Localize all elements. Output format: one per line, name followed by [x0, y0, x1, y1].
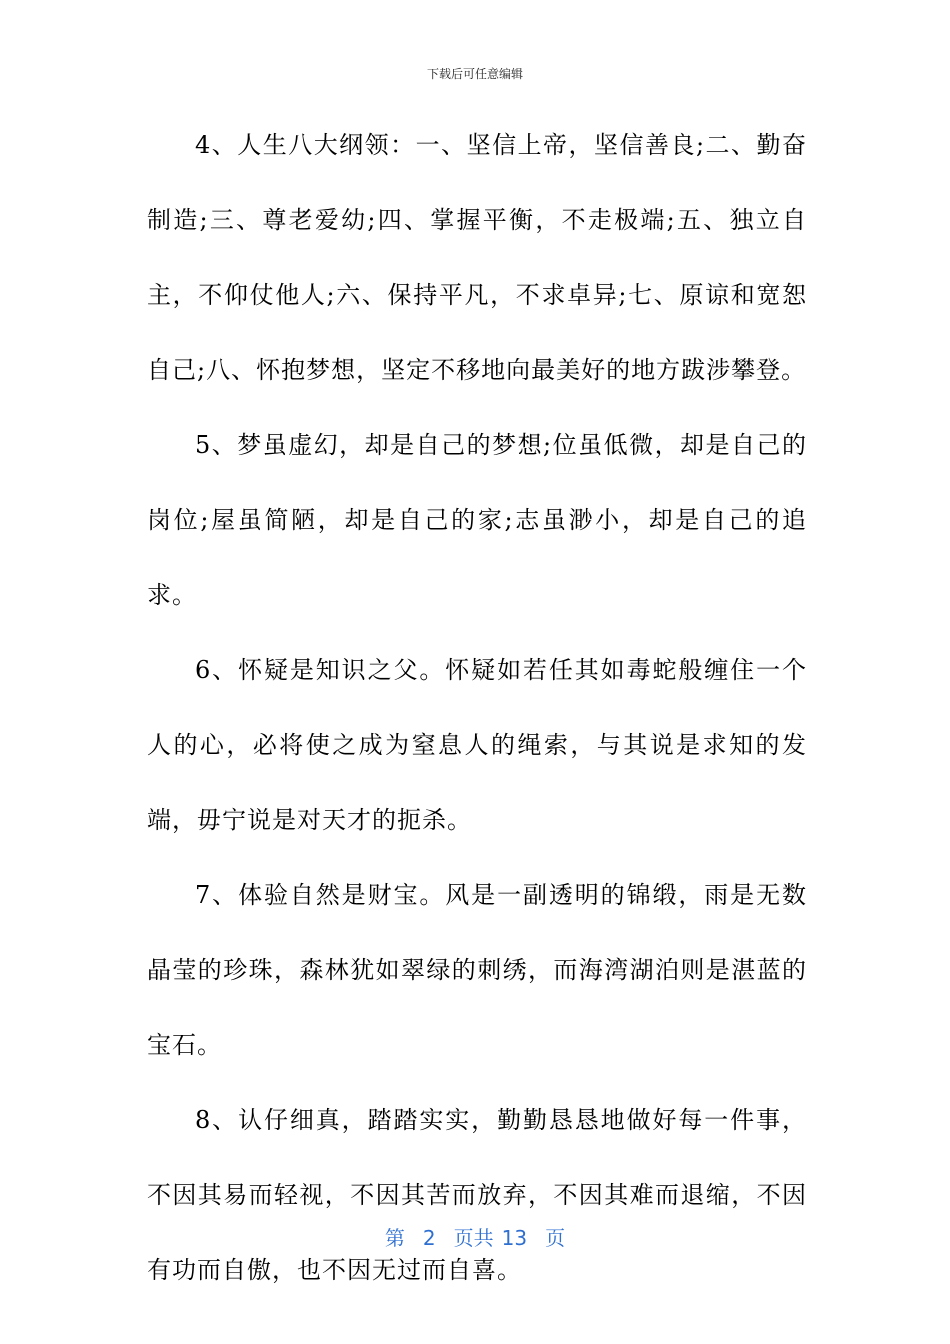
footer-prefix: 第: [384, 1226, 405, 1250]
page-header-note: 下载后可任意编辑: [426, 67, 523, 81]
footer-suffix: 页: [545, 1226, 566, 1250]
paragraph-4: 4、人生八大纲领：一、坚信上帝，坚信善良;二、勤奋制造;三、尊老爱幼;四、掌握平衡，不走极端;五、独立自主，不仰仗他人;六、保持平凡，不求卓异;七、原谅和宽恕自己;八、怀抱梦想，坚定不移地向最美好的地方跋涉攀登。: [147, 131, 807, 384]
document-body: [147, 108, 807, 1308]
paragraph-5: 5、梦虽虚幻，却是自己的梦想;位虽低微，却是自己的岗位;屋虽简陋，却是自己的家;志虽渺小，却是自己的追求。: [147, 431, 807, 609]
footer-middle: 页共: [453, 1226, 494, 1250]
paragraph-7: 7、体验自然是财宝。风是一副透明的锦缎，雨是无数晶莹的珍珠，森林犹如翠绿的刺绣，而海湾湖泊则是湛蓝的宝石。: [147, 881, 807, 1059]
page-number-footer: [0, 1224, 950, 1252]
paragraph-6: 6、怀疑是知识之父。怀疑如若任其如毒蛇般缠住一个人的心，必将使之成为窒息人的绳索，与其说是求知的发端，毋宁说是对天才的扼杀。: [147, 656, 807, 834]
footer-total-pages: 13: [501, 1226, 528, 1250]
paragraph-8: 8、认仔细真，踏踏实实，勤勤恳恳地做好每一件事，不因其易而轻视，不因其苦而放弃，不因其难而退缩，不因有功而自傲，也不因无过而自喜。: [147, 1106, 807, 1284]
footer-current-page: 2: [422, 1226, 436, 1250]
